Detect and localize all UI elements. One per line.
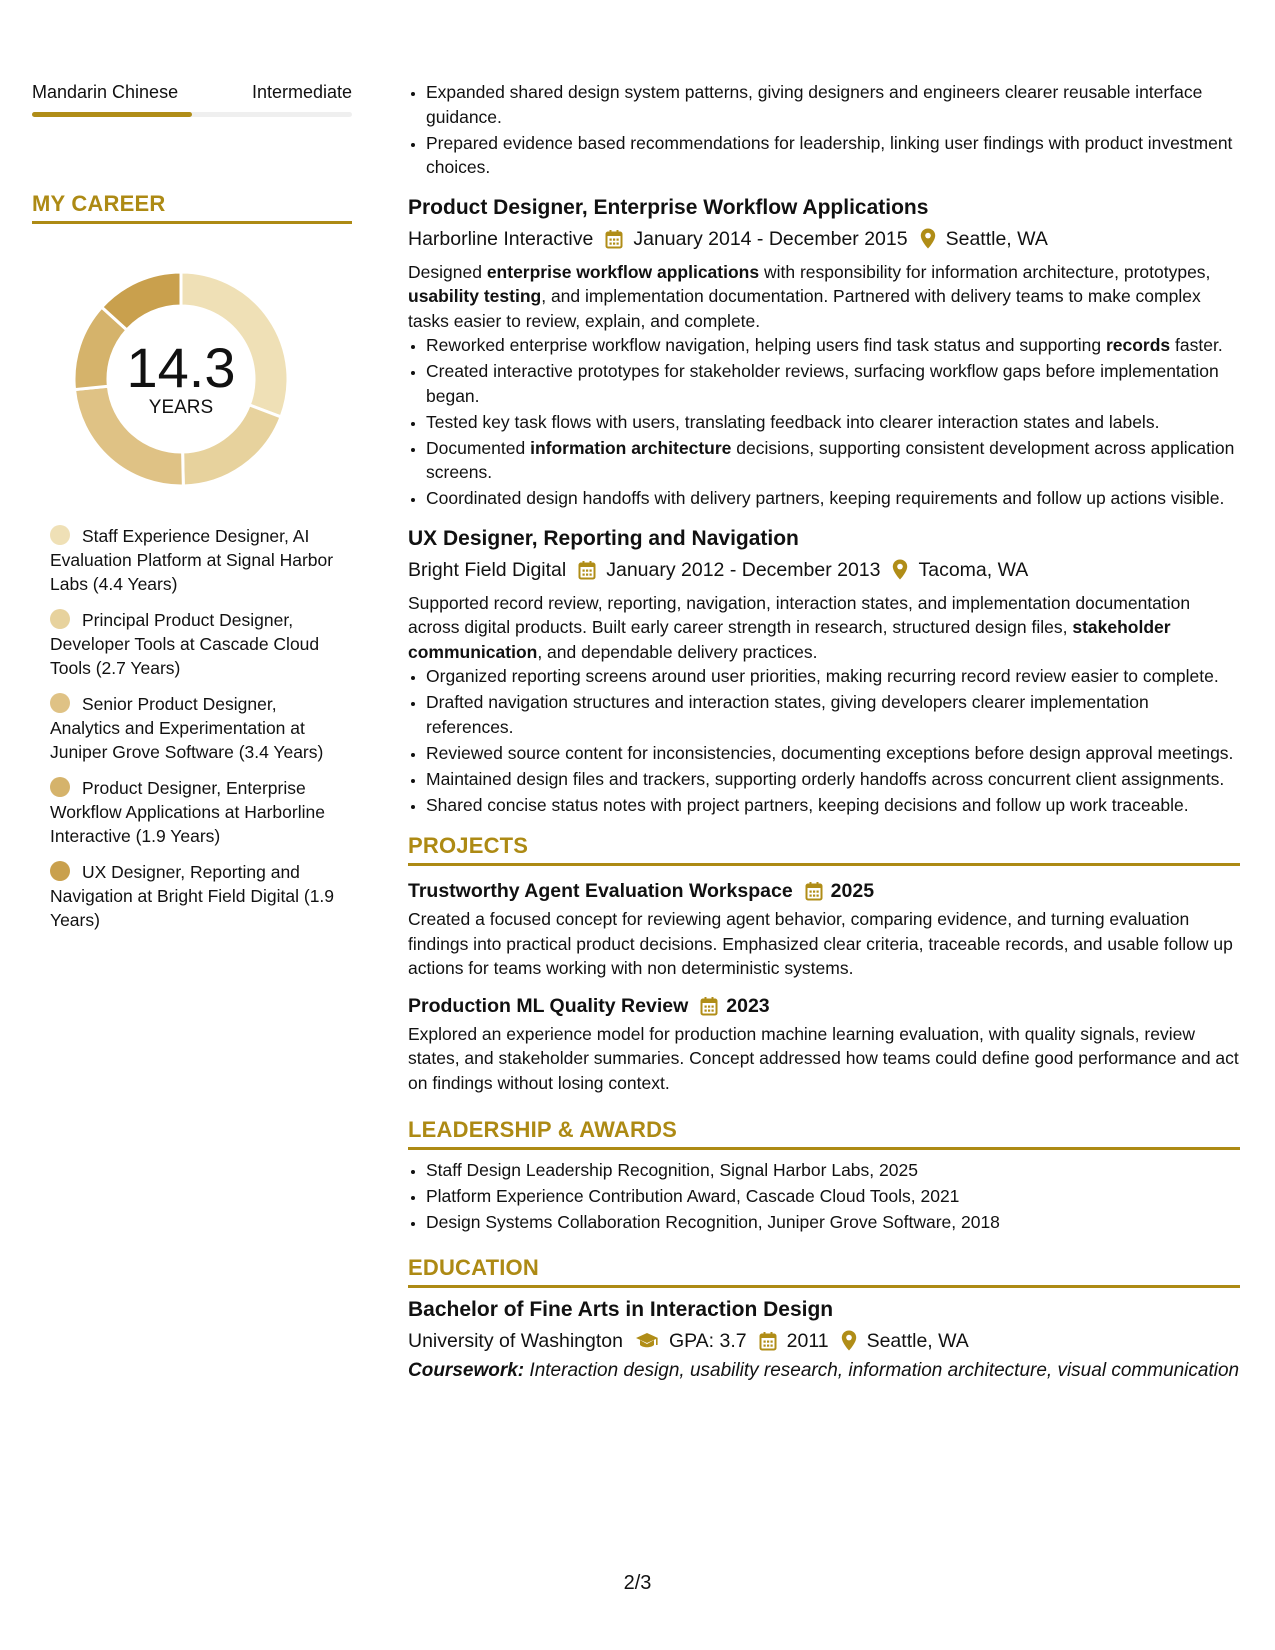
awards-list [408, 1158, 1240, 1235]
job-bullets [408, 664, 1240, 817]
language-row [32, 80, 352, 104]
bullet-item [426, 359, 1240, 408]
project-description: Created a focused concept for reviewing agent behavior, comparing evidence, and turning evaluation findings into practical product decisions. Emphasized clear criteria, traceable records, and usable follow up actions for teams working with non deterministic systems. [408, 909, 1233, 978]
legend-swatch [50, 777, 70, 797]
bullet-item [426, 793, 1240, 818]
text-segment: Designed [408, 261, 487, 282]
job-bullets [408, 333, 1240, 511]
job-summary [408, 591, 1240, 665]
bullet-item [426, 741, 1240, 766]
job-title: UX Designer, Reporting and Navigation [408, 526, 799, 550]
project-year: 2025 [830, 880, 875, 902]
award-item: • Design Systems Collaboration Recognition, Juniper Grove Software, 2018 [426, 1210, 1240, 1235]
job-dates: January 2012 - December 2013 [606, 558, 881, 581]
career-heading: MY CAREER [32, 191, 352, 224]
coursework-label: Coursework: [408, 1359, 525, 1381]
page-number: 2/3 [623, 1572, 652, 1594]
location-pin-icon [920, 228, 936, 249]
projects-heading: PROJECTS [408, 833, 1240, 866]
text-segment: decisions, supporting consistent development across application screens. [426, 437, 1235, 482]
bullet-item: • Prepared evidence based recommendations for leadership, linking user findings with product investment choices. [426, 131, 1240, 180]
calendar-icon [805, 881, 823, 901]
project-entry [408, 993, 1240, 1096]
language-proficiency-fill [32, 112, 192, 117]
text-segment: Tested key task flows with users, translating feedback into clearer interaction states and labels. [426, 411, 1160, 432]
education-heading: EDUCATION [408, 1255, 1240, 1288]
language-level: Intermediate [251, 82, 352, 102]
award-item: • Platform Experience Contribution Award, Cascade Cloud Tools, 2021 [426, 1184, 1240, 1209]
legend-item [50, 524, 340, 596]
bold-keyword: stakeholder communication [408, 617, 1171, 662]
calendar-icon [700, 996, 718, 1016]
project-title: Production ML Quality Review [408, 994, 689, 1017]
text-segment: , and implementation documentation. Partnered with delivery teams to make complex tasks easier to review, explain, and complete. [408, 286, 1201, 331]
location-pin-icon [841, 1330, 857, 1351]
previous-job-bullets [408, 80, 1240, 180]
text-segment: Shared concise status notes with project partners, keeping decisions and follow up work traceable. [426, 794, 1189, 815]
project-description: Explored an experience model for production machine learning evaluation, with quality signals, review states, and stakeholder summaries. Concept addressed how teams could define good performance and act on findings without losing context. [408, 1023, 1239, 1093]
text-segment: faster. [1170, 335, 1223, 355]
career-donut-chart [66, 264, 296, 494]
legend-swatch [50, 609, 70, 629]
project-title-row [408, 878, 1240, 904]
sidebar [32, 80, 352, 944]
bullet-item [426, 690, 1240, 739]
company-name: Harborline Interactive [408, 227, 594, 250]
job-entry [408, 525, 1240, 818]
bullet-item [426, 410, 1240, 435]
career-legend [50, 524, 340, 932]
coursework [408, 1359, 1240, 1383]
company-name: Bright Field Digital [408, 558, 567, 581]
text-segment: Created interactive prototypes for stakeholder reviews, surfacing workflow gaps before implementation began. [426, 361, 1219, 406]
experience-list [408, 194, 1240, 818]
text-segment: Organized reporting screens around user priorities, making recurring record review easier to complete. [426, 666, 1219, 686]
legend-label: UX Designer, Reporting and Navigation at Bright Field Digital (1.9 Years) [50, 862, 335, 930]
bold-keyword: usability testing [408, 286, 542, 306]
awards-heading: LEADERSHIP & AWARDS [408, 1117, 1240, 1150]
text-segment: Drafted navigation structures and interaction states, giving developers clearer implementation references. [426, 692, 1149, 737]
legend-label: Principal Product Designer, Developer Tools at Cascade Cloud Tools (2.7 Years) [50, 610, 320, 678]
school-name: University of Washington [408, 1329, 623, 1352]
coursework-text: Interaction design, usability research, information architecture, visual communication [529, 1359, 1240, 1381]
legend-swatch [50, 693, 70, 713]
job-meta [408, 225, 1240, 253]
bullet-item [426, 333, 1240, 358]
bullet-item [426, 767, 1240, 792]
bullet-item [426, 436, 1240, 485]
text-segment: Maintained design files and trackers, supporting orderly handoffs across concurrent client assignments. [426, 768, 1225, 789]
total-years-label: YEARS [148, 397, 214, 418]
job-meta [408, 556, 1240, 584]
language-name: Mandarin Chinese [32, 82, 179, 102]
bold-keyword: records [1105, 335, 1171, 355]
legend-label: Product Designer, Enterprise Workflow Applications at Harborline Interactive (1.9 Years) [50, 778, 325, 846]
main-content [408, 80, 1240, 1383]
education-location: Seattle, WA [866, 1329, 969, 1352]
legend-swatch [50, 861, 70, 881]
legend-item [50, 692, 340, 764]
job-entry [408, 194, 1240, 511]
text-segment: with responsibility for information architecture, prototypes, [759, 261, 1211, 282]
text-segment: Documented [426, 437, 531, 458]
project-title-row [408, 993, 1240, 1019]
location-pin-icon [892, 559, 908, 580]
donut-center [66, 264, 296, 494]
legend-item [50, 608, 340, 680]
graduation-cap-icon [635, 1332, 659, 1350]
bullet-item: • Expanded shared design system patterns, giving designers and engineers clearer reusable interface guidance. [426, 80, 1240, 129]
gpa-value: GPA: 3.7 [668, 1329, 747, 1352]
legend-swatch [50, 525, 70, 545]
degree-title: Bachelor of Fine Arts in Interaction Design [408, 1297, 834, 1321]
education-meta [408, 1327, 1240, 1355]
projects-list [408, 878, 1240, 1095]
award-item: • Staff Design Leadership Recognition, Signal Harbor Labs, 2025 [426, 1158, 1240, 1183]
bullet-item [426, 486, 1240, 511]
bold-keyword: information architecture [530, 437, 732, 458]
job-location: Seattle, WA [945, 227, 1048, 250]
legend-item [50, 860, 340, 932]
project-year: 2023 [726, 994, 770, 1017]
text-segment: , and dependable delivery practices. [537, 641, 818, 662]
calendar-icon [578, 560, 596, 580]
project-title: Trustworthy Agent Evaluation Workspace [408, 880, 793, 902]
calendar-icon [605, 229, 623, 249]
job-title: Product Designer, Enterprise Workflow Applications [408, 195, 929, 219]
calendar-icon [759, 1331, 777, 1351]
text-segment: Reworked enterprise workflow navigation, helping users find task status and supporting [426, 335, 1106, 355]
bold-keyword: enterprise workflow applications [486, 261, 760, 282]
bullet-item [426, 664, 1240, 689]
text-segment: Coordinated design handoffs with delivery partners, keeping requirements and follow up actions visible. [426, 488, 1225, 508]
legend-label: Staff Experience Designer, AI Evaluation Platform at Signal Harbor Labs (4.4 Years) [50, 526, 334, 594]
legend-label: Senior Product Designer, Analytics and Experimentation at Juniper Grove Software (3.4 Years) [50, 694, 324, 762]
graduation-year: 2011 [786, 1329, 829, 1352]
project-entry [408, 878, 1240, 981]
legend-item [50, 776, 340, 848]
language-proficiency-bar [32, 112, 352, 117]
text-segment: Supported record review, reporting, navigation, interaction states, and implementation documentation across digital products. Built early career strength in research, structured design files, [408, 592, 1191, 637]
total-years-value: 14.3 [126, 336, 236, 399]
job-dates: January 2014 - December 2015 [633, 227, 908, 250]
job-summary [408, 260, 1240, 334]
text-segment: Reviewed source content for inconsistencies, documenting exceptions before design approval meetings. [426, 742, 1234, 763]
job-location: Tacoma, WA [918, 558, 1029, 581]
